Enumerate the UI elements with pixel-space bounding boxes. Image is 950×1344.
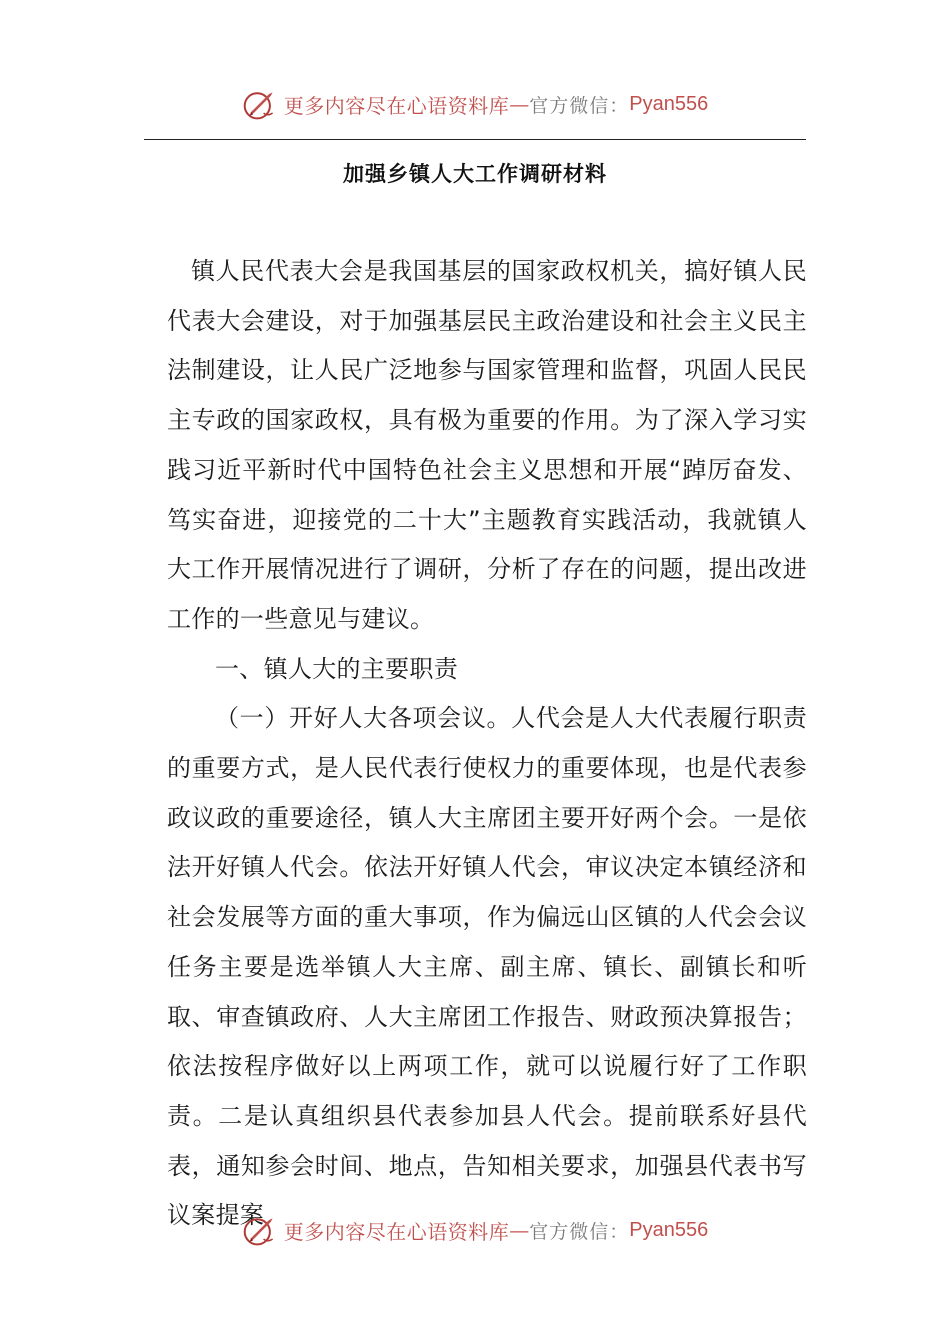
section-heading: 一、镇人大的主要职责 xyxy=(215,654,458,683)
pen-logo-icon xyxy=(242,86,278,122)
pen-logo-icon xyxy=(242,1212,278,1248)
banner-dash: — xyxy=(509,1218,530,1242)
paragraph-section-1: （一）开好人大各项会议。人代会是人大代表履行职责的重要方式，是人民代表行使权力的重要体现，也是代表参政议政的重要途径，镇人大主席团主要开好两个会。一是依法开好镇人代会。依法开好镇人代会，审议决定本镇经济和社会发展等方面的重大事项，作为偏远山区镇的人代会会议任务主要是选举镇人大主席、副主席、镇长、副镇长和听取、审查镇政府、人大主席团工作报告、财政预决算报告；依法按程序做好以上两项工作，就可以说履行好了工作职责。二是认真组织县代表参加县人代会。提前联系好县代表，通知参会时间、地点，告知相关要求，加强县代表书写议案提案 xyxy=(167,704,807,1230)
banner-wechat-label: 官方微信： xyxy=(529,1220,630,1243)
banner-dash: — xyxy=(509,92,530,116)
document-body xyxy=(167,247,807,1241)
banner-wechat-id: Pyan556 xyxy=(629,92,709,115)
banner-wechat-label: 官方微信： xyxy=(529,94,630,117)
banner-text: 更多内容尽在心语资料库 xyxy=(283,1219,510,1244)
document-title: 加强乡镇人大工作调研材料 xyxy=(343,162,607,186)
footer-banner xyxy=(0,1208,950,1252)
banner-wechat-id: Pyan556 xyxy=(629,1218,709,1241)
header-banner xyxy=(0,82,950,126)
paragraph-intro: 镇人民代表大会是我国基层的国家政权机关，搞好镇人民代表大会建设，对于加强基层民主政治建设和社会主义民主法制建设，让人民广泛地参与国家管理和监督，巩固人民民主专政的国家政权，具有极为重要的作用。为了深入学习实践习近平新时代中国特色社会主义思想和开展“踔厉奋发、笃实奋进，迎接党的二十大”主题教育实践活动，我就镇人大工作开展情况进行了调研，分析了存在的问题，提出改进工作的一些意见与建议。 xyxy=(167,257,807,633)
banner-text: 更多内容尽在心语资料库 xyxy=(283,93,510,118)
header-divider xyxy=(144,139,806,140)
